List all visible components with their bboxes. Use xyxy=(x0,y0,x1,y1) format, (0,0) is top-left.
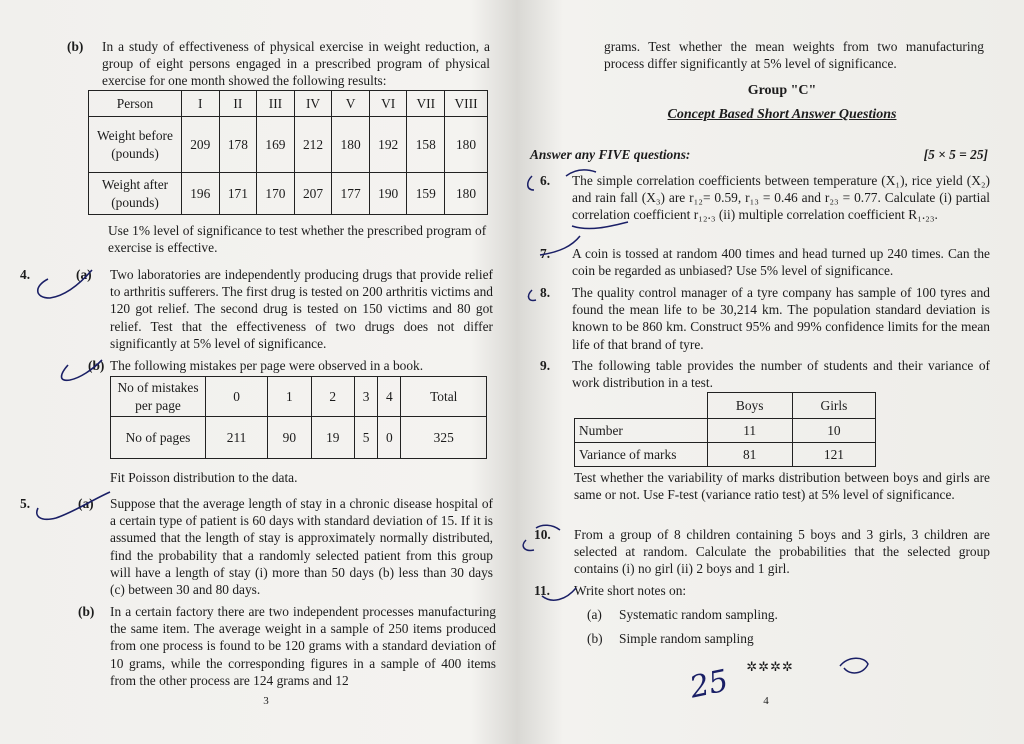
table-cell: 121 xyxy=(792,443,875,467)
table-cell: 211 xyxy=(206,417,268,459)
pen-underline xyxy=(572,222,628,229)
pen-doodle xyxy=(840,658,868,673)
table-cell: 0 xyxy=(378,417,401,459)
q7-number: 7. xyxy=(540,246,551,261)
pen-tick-mark xyxy=(529,290,536,300)
continued-text: grams. Test whether the mean weights from two manufacturing process differ significantly at 5% level of significance. xyxy=(604,39,984,72)
group-subtitle: Concept Based Short Answer Questions xyxy=(667,107,897,122)
pen-tick-mark xyxy=(540,236,580,255)
table-cell: 170 xyxy=(257,173,295,215)
q5a-text: Suppose that the average length of stay in a chronic disease hospital of a certain type of patient is 60 days with standard deviation of 15. If it is assumed that the length of stay is approximately normally distributed, find the probability that a randomly selected patient from this group will have a length of stay (i) more than 50 days (b) less than 30 days (c) between 30 and 80 days. xyxy=(110,496,493,598)
table-cell: 212 xyxy=(294,117,332,173)
handwritten-score: 25 xyxy=(686,663,732,706)
table-cell: 81 xyxy=(707,443,792,467)
q11-number: 11. xyxy=(534,583,550,598)
table-header-cell: 2 xyxy=(311,377,354,417)
q6-text: The simple correlation coefficients between temperature (X₁), rice yield (X₂) and rain fall (X₃) are r₁₂= 0.59, r₁₃ = 0.46 and r₂₃ = 0.77. Calculate (i) partial correlation coefficient r₁₂.₃ (ii) multiple correlation coefficient R₁.₂₃. xyxy=(572,173,990,223)
q8-text: The quality control manager of a tyre company has sample of 100 tyres and found the mean life to be 30,214 km. The population standard deviation is known to be 860 km. Construct 95% and 99% confidence limits for the mean life of that brand of tyre. xyxy=(572,285,990,352)
table-header-cell: 1 xyxy=(268,377,311,417)
table-header-cell: III xyxy=(257,91,295,117)
q11b-text: Simple random sampling xyxy=(619,631,754,646)
table-cell: 325 xyxy=(401,417,487,459)
q4-number: 4. xyxy=(20,267,31,282)
table-cell: Weight before (pounds) xyxy=(89,117,182,173)
table-cell: No of pages xyxy=(111,417,206,459)
table-header-cell: II xyxy=(219,91,257,117)
table-cell: 5 xyxy=(354,417,377,459)
table-cell: Number xyxy=(575,419,708,443)
q11a-text: Systematic random sampling. xyxy=(619,607,778,622)
q4b-after: Use 1% level of significance to test whether the prescribed program of exercise is effective. xyxy=(108,223,487,256)
q5b-text: In a certain factory there are two independent processes manufacturing the same item. The average weight in a sample of 250 items produced from one process is found to be 120 grams with a standard deviation of 10 grams, while the corresponding figures in a sample of 400 items from the other process are 124 grams and 12 xyxy=(110,604,496,688)
q4b-intro: In a study of effectiveness of physical exercise in weight reduction, a group of eight persons engaged in a prescribed program of physical exercise for one month showed the following results: xyxy=(102,39,490,89)
q5a-label: (a) xyxy=(78,496,94,511)
q9-text: The following table provides the number of students and their variance of work distribution in a test. xyxy=(572,358,990,391)
q9-after: Test whether the variability of marks distribution between boys and girls are same or not. Use F-test (variance ratio test) at 5% level of significance. xyxy=(574,470,990,503)
group-title: Group "C" xyxy=(747,83,817,98)
pen-tick-mark xyxy=(542,588,576,600)
table-header-cell: I xyxy=(182,91,220,117)
table-header-cell: Boys xyxy=(707,393,792,419)
pen-tick-mark xyxy=(37,492,110,519)
q7-text: A coin is tossed at random 400 times and head turned up 240 times. Can the coin be regarded as unbiased? Use 5% level of significance. xyxy=(572,246,990,279)
table-cell: 171 xyxy=(219,173,257,215)
table-cell: 209 xyxy=(182,117,220,173)
q4b-label: (b) xyxy=(67,39,84,54)
pen-tick-mark xyxy=(528,170,596,190)
table-header-cell: 4 xyxy=(378,377,401,417)
table-cell: 207 xyxy=(294,173,332,215)
pen-tick-mark xyxy=(38,270,92,298)
table-header-cell: No of mistakes per page xyxy=(111,377,206,417)
page-number: 4 xyxy=(763,695,769,707)
right-page xyxy=(512,0,1024,744)
pen-tick-mark xyxy=(62,360,103,380)
table-cell: 158 xyxy=(407,117,445,173)
table-header-cell: 0 xyxy=(206,377,268,417)
q5b-label: (b) xyxy=(78,604,95,619)
table-cell: 177 xyxy=(332,173,370,215)
q4b2-text: The following mistakes per page were observed in a book. xyxy=(110,358,424,373)
q11a-label: (a) xyxy=(587,607,602,622)
table-header-cell: Total xyxy=(401,377,487,417)
fit-poisson-text: Fit Poisson distribution to the data. xyxy=(110,470,298,485)
q9-number: 9. xyxy=(540,358,551,373)
table-cell: 10 xyxy=(792,419,875,443)
table-header-cell: IV xyxy=(294,91,332,117)
table-cell: 196 xyxy=(182,173,220,215)
q10-number: 10. xyxy=(534,527,551,542)
marks: [5 × 5 = 25] xyxy=(923,147,988,162)
table-cell: 192 xyxy=(369,117,407,173)
q10-text: From a group of 8 children containing 5 boys and 3 girls, 3 children are selected at random. Calculate the probabilities that the selected group contains (i) no girl (ii) 2 boys and 1 girl. xyxy=(574,527,990,577)
q8-number: 8. xyxy=(540,285,551,300)
q4a-label: (a) xyxy=(76,267,92,282)
table-cell: 169 xyxy=(257,117,295,173)
table-cell: Variance of marks xyxy=(575,443,708,467)
table-header-cell: VIII xyxy=(445,91,488,117)
table-cell: 190 xyxy=(369,173,407,215)
instruction: Answer any FIVE questions: xyxy=(530,147,691,162)
q5-number: 5. xyxy=(20,496,31,511)
table-cell: 180 xyxy=(332,117,370,173)
table-cell: 19 xyxy=(311,417,354,459)
q11b-label: (b) xyxy=(587,631,603,646)
table-cell: 180 xyxy=(445,173,488,215)
table-header-cell: V xyxy=(332,91,370,117)
table-header-cell: Person xyxy=(89,91,182,117)
page-number: 3 xyxy=(263,695,269,707)
table-header-cell: 3 xyxy=(354,377,377,417)
table-header-cell: VII xyxy=(407,91,445,117)
table-cell: Weight after (pounds) xyxy=(89,173,182,215)
table-cell: 159 xyxy=(407,173,445,215)
q6-number: 6. xyxy=(540,173,551,188)
table-cell: 90 xyxy=(268,417,311,459)
table-header-cell: Girls xyxy=(792,393,875,419)
table-cell: 11 xyxy=(707,419,792,443)
table-cell: 178 xyxy=(219,117,257,173)
q4a-text: Two laboratories are independently producing drugs that provide relief to arthritis sufferers. The first drug is tested on 200 arthritis victims and 120 got relief. The second drug is tested on 150 victims and 80 got relief. Test that the effectiveness of two drugs does not differ significantly at 5% level of significance. xyxy=(110,267,493,351)
end-stars: ✲✲✲✲ xyxy=(746,659,794,674)
q11-text: Write short notes on: xyxy=(574,583,687,598)
table-cell: 180 xyxy=(445,117,488,173)
table-header-cell: VI xyxy=(369,91,407,117)
q4b2-label: (b) xyxy=(88,358,105,373)
pen-marks-right xyxy=(512,0,1024,744)
pen-tick-mark xyxy=(523,525,560,550)
